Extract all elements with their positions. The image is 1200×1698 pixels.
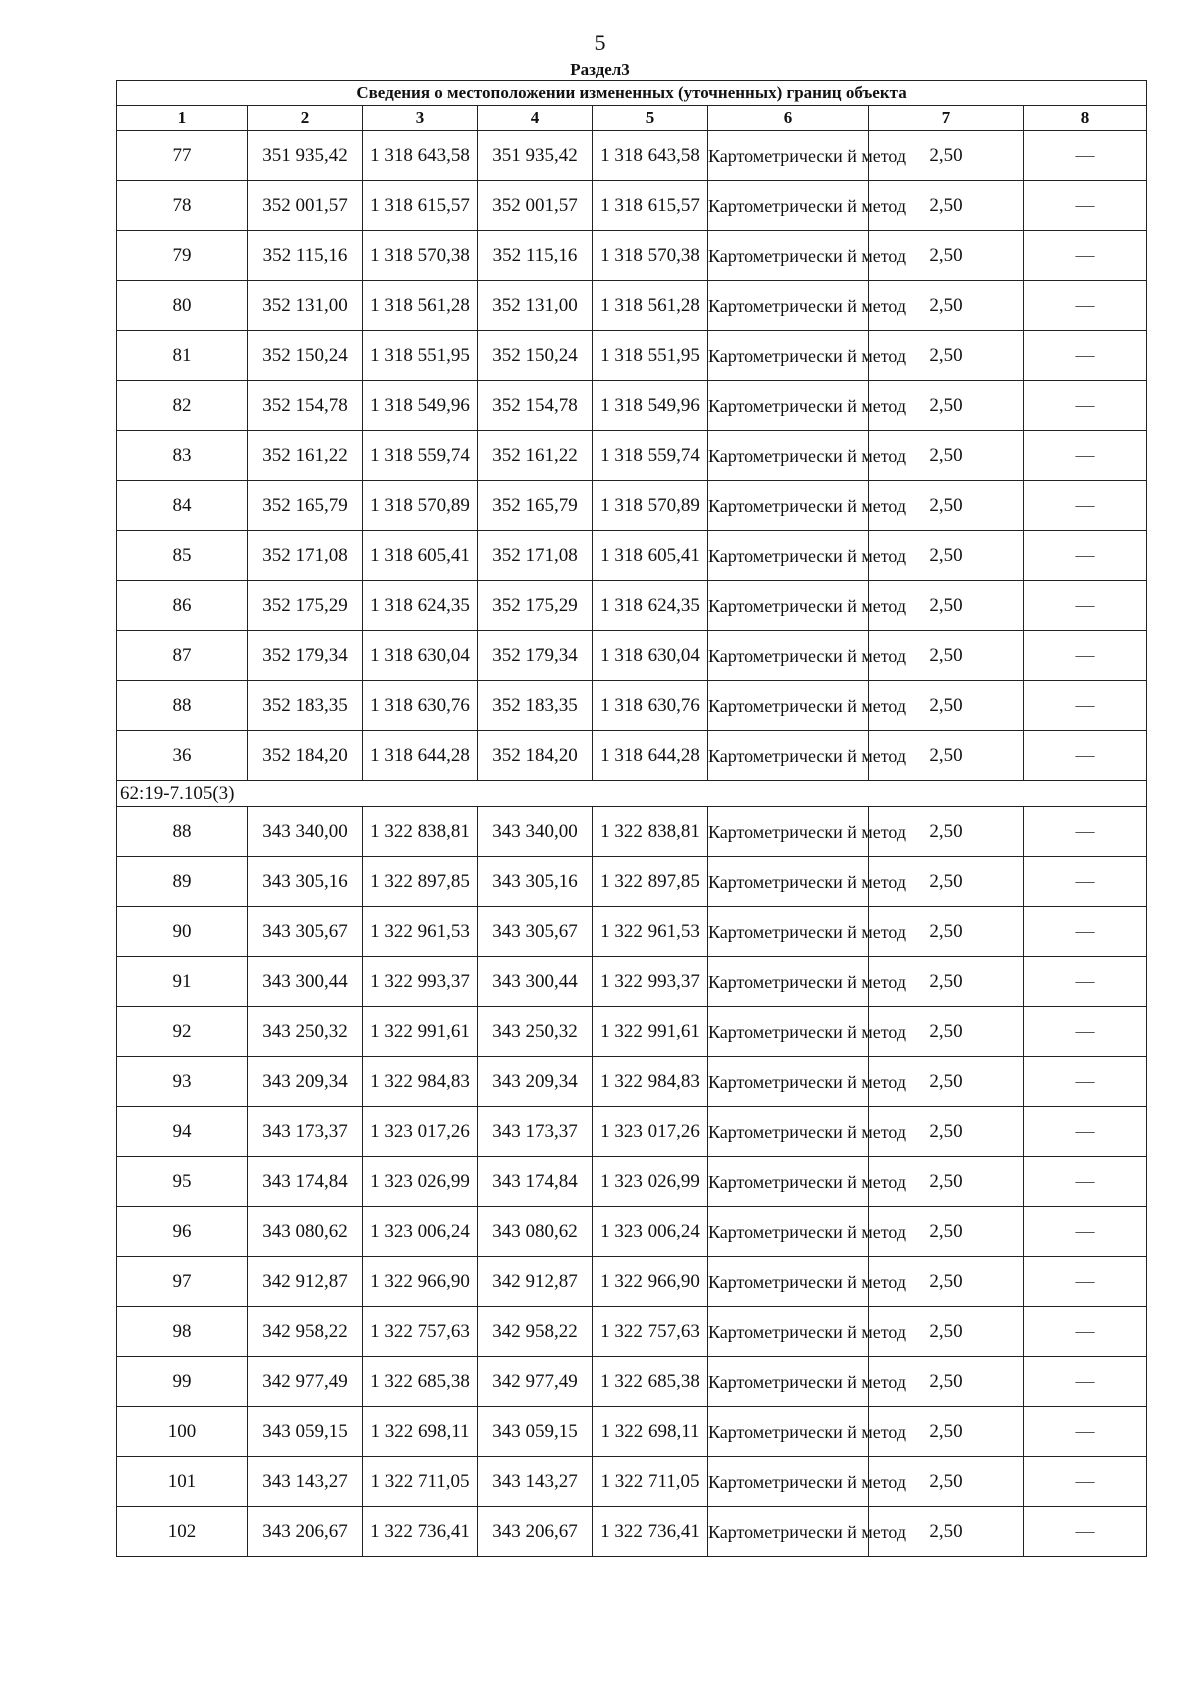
x-old-cell: 343 174,84 [248,1157,363,1207]
table-row [117,1007,1147,1057]
point-number-cell: 77 [117,131,248,181]
y-old-cell: 1 318 643,58 [363,131,478,181]
precision-cell: 2,50 [869,631,1024,681]
point-number-cell: 86 [117,581,248,631]
precision-cell: 2,50 [869,181,1024,231]
method-cell: Картометрически й метод [708,1507,869,1557]
table-row [117,1207,1147,1257]
point-number-cell: 95 [117,1157,248,1207]
table-row [117,1107,1147,1157]
description-cell: — [1024,731,1147,781]
table-row [117,1307,1147,1357]
description-cell: — [1024,1107,1147,1157]
x-new-cell: 351 935,42 [478,131,593,181]
point-number-cell: 78 [117,181,248,231]
method-cell: Картометрически й метод [708,281,869,331]
description-cell: — [1024,331,1147,381]
x-new-cell: 352 165,79 [478,481,593,531]
y-old-cell: 1 322 711,05 [363,1457,478,1507]
description-cell: — [1024,431,1147,481]
x-old-cell: 352 001,57 [248,181,363,231]
x-new-cell: 343 143,27 [478,1457,593,1507]
y-new-cell: 1 318 561,28 [593,281,708,331]
point-number-cell: 80 [117,281,248,331]
x-new-cell: 343 209,34 [478,1057,593,1107]
description-cell: — [1024,631,1147,681]
column-header-5: 5 [593,106,708,131]
method-cell: Картометрически й метод [708,1257,869,1307]
x-new-cell: 352 171,08 [478,531,593,581]
x-old-cell: 343 209,34 [248,1057,363,1107]
x-old-cell: 343 173,37 [248,1107,363,1157]
description-cell: — [1024,481,1147,531]
description-cell: — [1024,1157,1147,1207]
precision-cell: 2,50 [869,957,1024,1007]
point-number-cell: 81 [117,331,248,381]
method-cell: Картометрически й метод [708,1357,869,1407]
table-body [117,131,1147,1557]
precision-cell: 2,50 [869,907,1024,957]
x-old-cell: 342 958,22 [248,1307,363,1357]
description-cell: — [1024,181,1147,231]
method-cell: Картометрически й метод [708,1007,869,1057]
y-old-cell: 1 323 026,99 [363,1157,478,1207]
x-old-cell: 352 184,20 [248,731,363,781]
section-title: Раздел3 [570,60,630,79]
y-new-cell: 1 322 685,38 [593,1357,708,1407]
x-old-cell: 343 305,16 [248,857,363,907]
point-number-cell: 91 [117,957,248,1007]
group-label-row [117,781,1147,807]
method-cell: Картометрически й метод [708,181,869,231]
method-cell: Картометрически й метод [708,1207,869,1257]
method-cell: Картометрически й метод [708,807,869,857]
table-caption: Сведения о местоположении измененных (уточненных) границ объекта [117,81,1147,106]
y-new-cell: 1 322 698,11 [593,1407,708,1457]
description-cell: — [1024,1407,1147,1457]
y-new-cell: 1 322 984,83 [593,1057,708,1107]
method-cell: Картометрически й метод [708,131,869,181]
table-row [117,531,1147,581]
method-cell: Картометрически й метод [708,1057,869,1107]
y-old-cell: 1 318 615,57 [363,181,478,231]
y-old-cell: 1 322 685,38 [363,1357,478,1407]
y-old-cell: 1 322 991,61 [363,1007,478,1057]
x-new-cell: 343 250,32 [478,1007,593,1057]
table-row [117,807,1147,857]
x-old-cell: 352 154,78 [248,381,363,431]
x-new-cell: 343 305,67 [478,907,593,957]
point-number-cell: 79 [117,231,248,281]
precision-cell: 2,50 [869,1457,1024,1507]
x-new-cell: 352 154,78 [478,381,593,431]
table-row [117,381,1147,431]
x-old-cell: 351 935,42 [248,131,363,181]
table-row [117,131,1147,181]
method-cell: Картометрически й метод [708,1157,869,1207]
method-cell: Картометрически й метод [708,1457,869,1507]
point-number-cell: 82 [117,381,248,431]
precision-cell: 2,50 [869,1107,1024,1157]
point-number-cell: 87 [117,631,248,681]
description-cell: — [1024,681,1147,731]
point-number-cell: 98 [117,1307,248,1357]
x-new-cell: 343 080,62 [478,1207,593,1257]
x-new-cell: 343 206,67 [478,1507,593,1557]
method-cell: Картометрически й метод [708,531,869,581]
point-number-cell: 94 [117,1107,248,1157]
point-number-cell: 101 [117,1457,248,1507]
description-cell: — [1024,531,1147,581]
table-row [117,1507,1147,1557]
y-new-cell: 1 322 897,85 [593,857,708,907]
precision-cell: 2,50 [869,1507,1024,1557]
point-number-cell: 100 [117,1407,248,1457]
description-cell: — [1024,907,1147,957]
point-number-cell: 93 [117,1057,248,1107]
y-new-cell: 1 318 624,35 [593,581,708,631]
description-cell: — [1024,1007,1147,1057]
point-number-cell: 84 [117,481,248,531]
description-cell: — [1024,1207,1147,1257]
y-new-cell: 1 318 643,58 [593,131,708,181]
x-old-cell: 343 143,27 [248,1457,363,1507]
description-cell: — [1024,1307,1147,1357]
y-new-cell: 1 322 993,37 [593,957,708,1007]
x-new-cell: 352 001,57 [478,181,593,231]
group-label: 62:19-7.105(3) [117,781,1147,807]
y-old-cell: 1 318 559,74 [363,431,478,481]
method-cell: Картометрически й метод [708,231,869,281]
precision-cell: 2,50 [869,481,1024,531]
x-new-cell: 342 958,22 [478,1307,593,1357]
precision-cell: 2,50 [869,1007,1024,1057]
x-old-cell: 343 080,62 [248,1207,363,1257]
description-cell: — [1024,581,1147,631]
description-cell: — [1024,281,1147,331]
y-new-cell: 1 318 549,96 [593,381,708,431]
y-new-cell: 1 322 736,41 [593,1507,708,1557]
description-cell: — [1024,1507,1147,1557]
page-number: 5 [594,30,606,55]
y-old-cell: 1 318 605,41 [363,531,478,581]
method-cell: Картометрически й метод [708,681,869,731]
point-number-cell: 88 [117,807,248,857]
y-old-cell: 1 322 757,63 [363,1307,478,1357]
method-cell: Картометрически й метод [708,731,869,781]
point-number-cell: 99 [117,1357,248,1407]
table-row [117,631,1147,681]
description-cell: — [1024,231,1147,281]
x-old-cell: 352 179,34 [248,631,363,681]
x-old-cell: 342 912,87 [248,1257,363,1307]
y-old-cell: 1 323 017,26 [363,1107,478,1157]
precision-cell: 2,50 [869,581,1024,631]
y-new-cell: 1 322 711,05 [593,1457,708,1507]
precision-cell: 2,50 [869,331,1024,381]
table-row [117,681,1147,731]
method-cell: Картометрически й метод [708,857,869,907]
x-new-cell: 343 300,44 [478,957,593,1007]
x-old-cell: 352 171,08 [248,531,363,581]
description-cell: — [1024,857,1147,907]
x-old-cell: 343 250,32 [248,1007,363,1057]
column-header-4: 4 [478,106,593,131]
method-cell: Картометрически й метод [708,431,869,481]
y-old-cell: 1 318 624,35 [363,581,478,631]
y-old-cell: 1 318 551,95 [363,331,478,381]
method-cell: Картометрически й метод [708,1307,869,1357]
column-header-3: 3 [363,106,478,131]
column-header-1: 1 [117,106,248,131]
y-new-cell: 1 318 615,57 [593,181,708,231]
point-number-cell: 89 [117,857,248,907]
precision-cell: 2,50 [869,857,1024,907]
method-cell: Картометрически й метод [708,957,869,1007]
y-old-cell: 1 318 549,96 [363,381,478,431]
table-row [117,1407,1147,1457]
y-new-cell: 1 318 570,38 [593,231,708,281]
table-row [117,1057,1147,1107]
x-new-cell: 352 183,35 [478,681,593,731]
table-row [117,231,1147,281]
x-new-cell: 342 912,87 [478,1257,593,1307]
y-old-cell: 1 322 897,85 [363,857,478,907]
y-old-cell: 1 322 698,11 [363,1407,478,1457]
y-old-cell: 1 322 966,90 [363,1257,478,1307]
description-cell: — [1024,1257,1147,1307]
method-cell: Картометрически й метод [708,481,869,531]
point-number-cell: 96 [117,1207,248,1257]
point-number-cell: 90 [117,907,248,957]
x-new-cell: 343 340,00 [478,807,593,857]
table-row [117,431,1147,481]
y-old-cell: 1 318 630,04 [363,631,478,681]
y-old-cell: 1 323 006,24 [363,1207,478,1257]
x-new-cell: 352 115,16 [478,231,593,281]
x-new-cell: 352 161,22 [478,431,593,481]
x-old-cell: 343 059,15 [248,1407,363,1457]
x-old-cell: 352 115,16 [248,231,363,281]
description-cell: — [1024,957,1147,1007]
x-old-cell: 352 175,29 [248,581,363,631]
point-number-cell: 102 [117,1507,248,1557]
y-old-cell: 1 318 561,28 [363,281,478,331]
x-old-cell: 352 165,79 [248,481,363,531]
y-old-cell: 1 322 838,81 [363,807,478,857]
precision-cell: 2,50 [869,431,1024,481]
y-new-cell: 1 318 630,76 [593,681,708,731]
x-old-cell: 343 305,67 [248,907,363,957]
method-cell: Картометрически й метод [708,331,869,381]
x-old-cell: 352 131,00 [248,281,363,331]
description-cell: — [1024,1457,1147,1507]
x-new-cell: 343 173,37 [478,1107,593,1157]
y-new-cell: 1 318 644,28 [593,731,708,781]
y-new-cell: 1 318 551,95 [593,331,708,381]
precision-cell: 2,50 [869,1357,1024,1407]
x-old-cell: 352 161,22 [248,431,363,481]
precision-cell: 2,50 [869,1257,1024,1307]
column-header-6: 6 [708,106,869,131]
column-header-8: 8 [1024,106,1147,131]
table-row [117,731,1147,781]
y-new-cell: 1 323 026,99 [593,1157,708,1207]
table-row [117,907,1147,957]
point-number-cell: 97 [117,1257,248,1307]
table-row [117,581,1147,631]
x-new-cell: 343 059,15 [478,1407,593,1457]
y-new-cell: 1 318 605,41 [593,531,708,581]
precision-cell: 2,50 [869,681,1024,731]
precision-cell: 2,50 [869,131,1024,181]
y-new-cell: 1 318 570,89 [593,481,708,531]
precision-cell: 2,50 [869,281,1024,331]
y-new-cell: 1 322 991,61 [593,1007,708,1057]
x-new-cell: 352 179,34 [478,631,593,681]
y-old-cell: 1 322 961,53 [363,907,478,957]
method-cell: Картометрически й метод [708,907,869,957]
point-number-cell: 85 [117,531,248,581]
precision-cell: 2,50 [869,807,1024,857]
x-old-cell: 343 340,00 [248,807,363,857]
table-row [117,1257,1147,1307]
x-old-cell: 343 206,67 [248,1507,363,1557]
table-row [117,481,1147,531]
x-new-cell: 352 150,24 [478,331,593,381]
y-old-cell: 1 322 984,83 [363,1057,478,1107]
precision-cell: 2,50 [869,1157,1024,1207]
y-old-cell: 1 322 993,37 [363,957,478,1007]
y-old-cell: 1 318 630,76 [363,681,478,731]
table-caption-row [117,81,1147,106]
x-old-cell: 352 183,35 [248,681,363,731]
description-cell: — [1024,807,1147,857]
x-new-cell: 352 184,20 [478,731,593,781]
coordinates-table [116,80,1147,1557]
x-old-cell: 352 150,24 [248,331,363,381]
table-row [117,331,1147,381]
point-number-cell: 88 [117,681,248,731]
table-row [117,957,1147,1007]
x-new-cell: 343 174,84 [478,1157,593,1207]
method-cell: Картометрически й метод [708,581,869,631]
description-cell: — [1024,381,1147,431]
y-old-cell: 1 318 570,89 [363,481,478,531]
method-cell: Картометрически й метод [708,631,869,681]
table-row [117,1157,1147,1207]
precision-cell: 2,50 [869,1207,1024,1257]
description-cell: — [1024,131,1147,181]
y-new-cell: 1 322 838,81 [593,807,708,857]
description-cell: — [1024,1357,1147,1407]
precision-cell: 2,50 [869,1307,1024,1357]
point-number-cell: 92 [117,1007,248,1057]
point-number-cell: 83 [117,431,248,481]
y-new-cell: 1 322 966,90 [593,1257,708,1307]
precision-cell: 2,50 [869,731,1024,781]
description-cell: — [1024,1057,1147,1107]
y-old-cell: 1 318 644,28 [363,731,478,781]
column-header-row [117,106,1147,131]
y-new-cell: 1 322 757,63 [593,1307,708,1357]
column-header-2: 2 [248,106,363,131]
table-row [117,181,1147,231]
y-new-cell: 1 323 017,26 [593,1107,708,1157]
precision-cell: 2,50 [869,1057,1024,1107]
x-old-cell: 343 300,44 [248,957,363,1007]
precision-cell: 2,50 [869,531,1024,581]
y-new-cell: 1 318 559,74 [593,431,708,481]
precision-cell: 2,50 [869,1407,1024,1457]
x-new-cell: 342 977,49 [478,1357,593,1407]
point-number-cell: 36 [117,731,248,781]
y-new-cell: 1 322 961,53 [593,907,708,957]
x-new-cell: 352 175,29 [478,581,593,631]
method-cell: Картометрически й метод [708,1407,869,1457]
y-old-cell: 1 322 736,41 [363,1507,478,1557]
y-old-cell: 1 318 570,38 [363,231,478,281]
precision-cell: 2,50 [869,231,1024,281]
column-header-7: 7 [869,106,1024,131]
table-row [117,281,1147,331]
x-old-cell: 342 977,49 [248,1357,363,1407]
method-cell: Картометрически й метод [708,381,869,431]
y-new-cell: 1 318 630,04 [593,631,708,681]
table-row [117,1357,1147,1407]
table-row [117,857,1147,907]
x-new-cell: 352 131,00 [478,281,593,331]
table-row [117,1457,1147,1507]
x-new-cell: 343 305,16 [478,857,593,907]
y-new-cell: 1 323 006,24 [593,1207,708,1257]
method-cell: Картометрически й метод [708,1107,869,1157]
precision-cell: 2,50 [869,381,1024,431]
